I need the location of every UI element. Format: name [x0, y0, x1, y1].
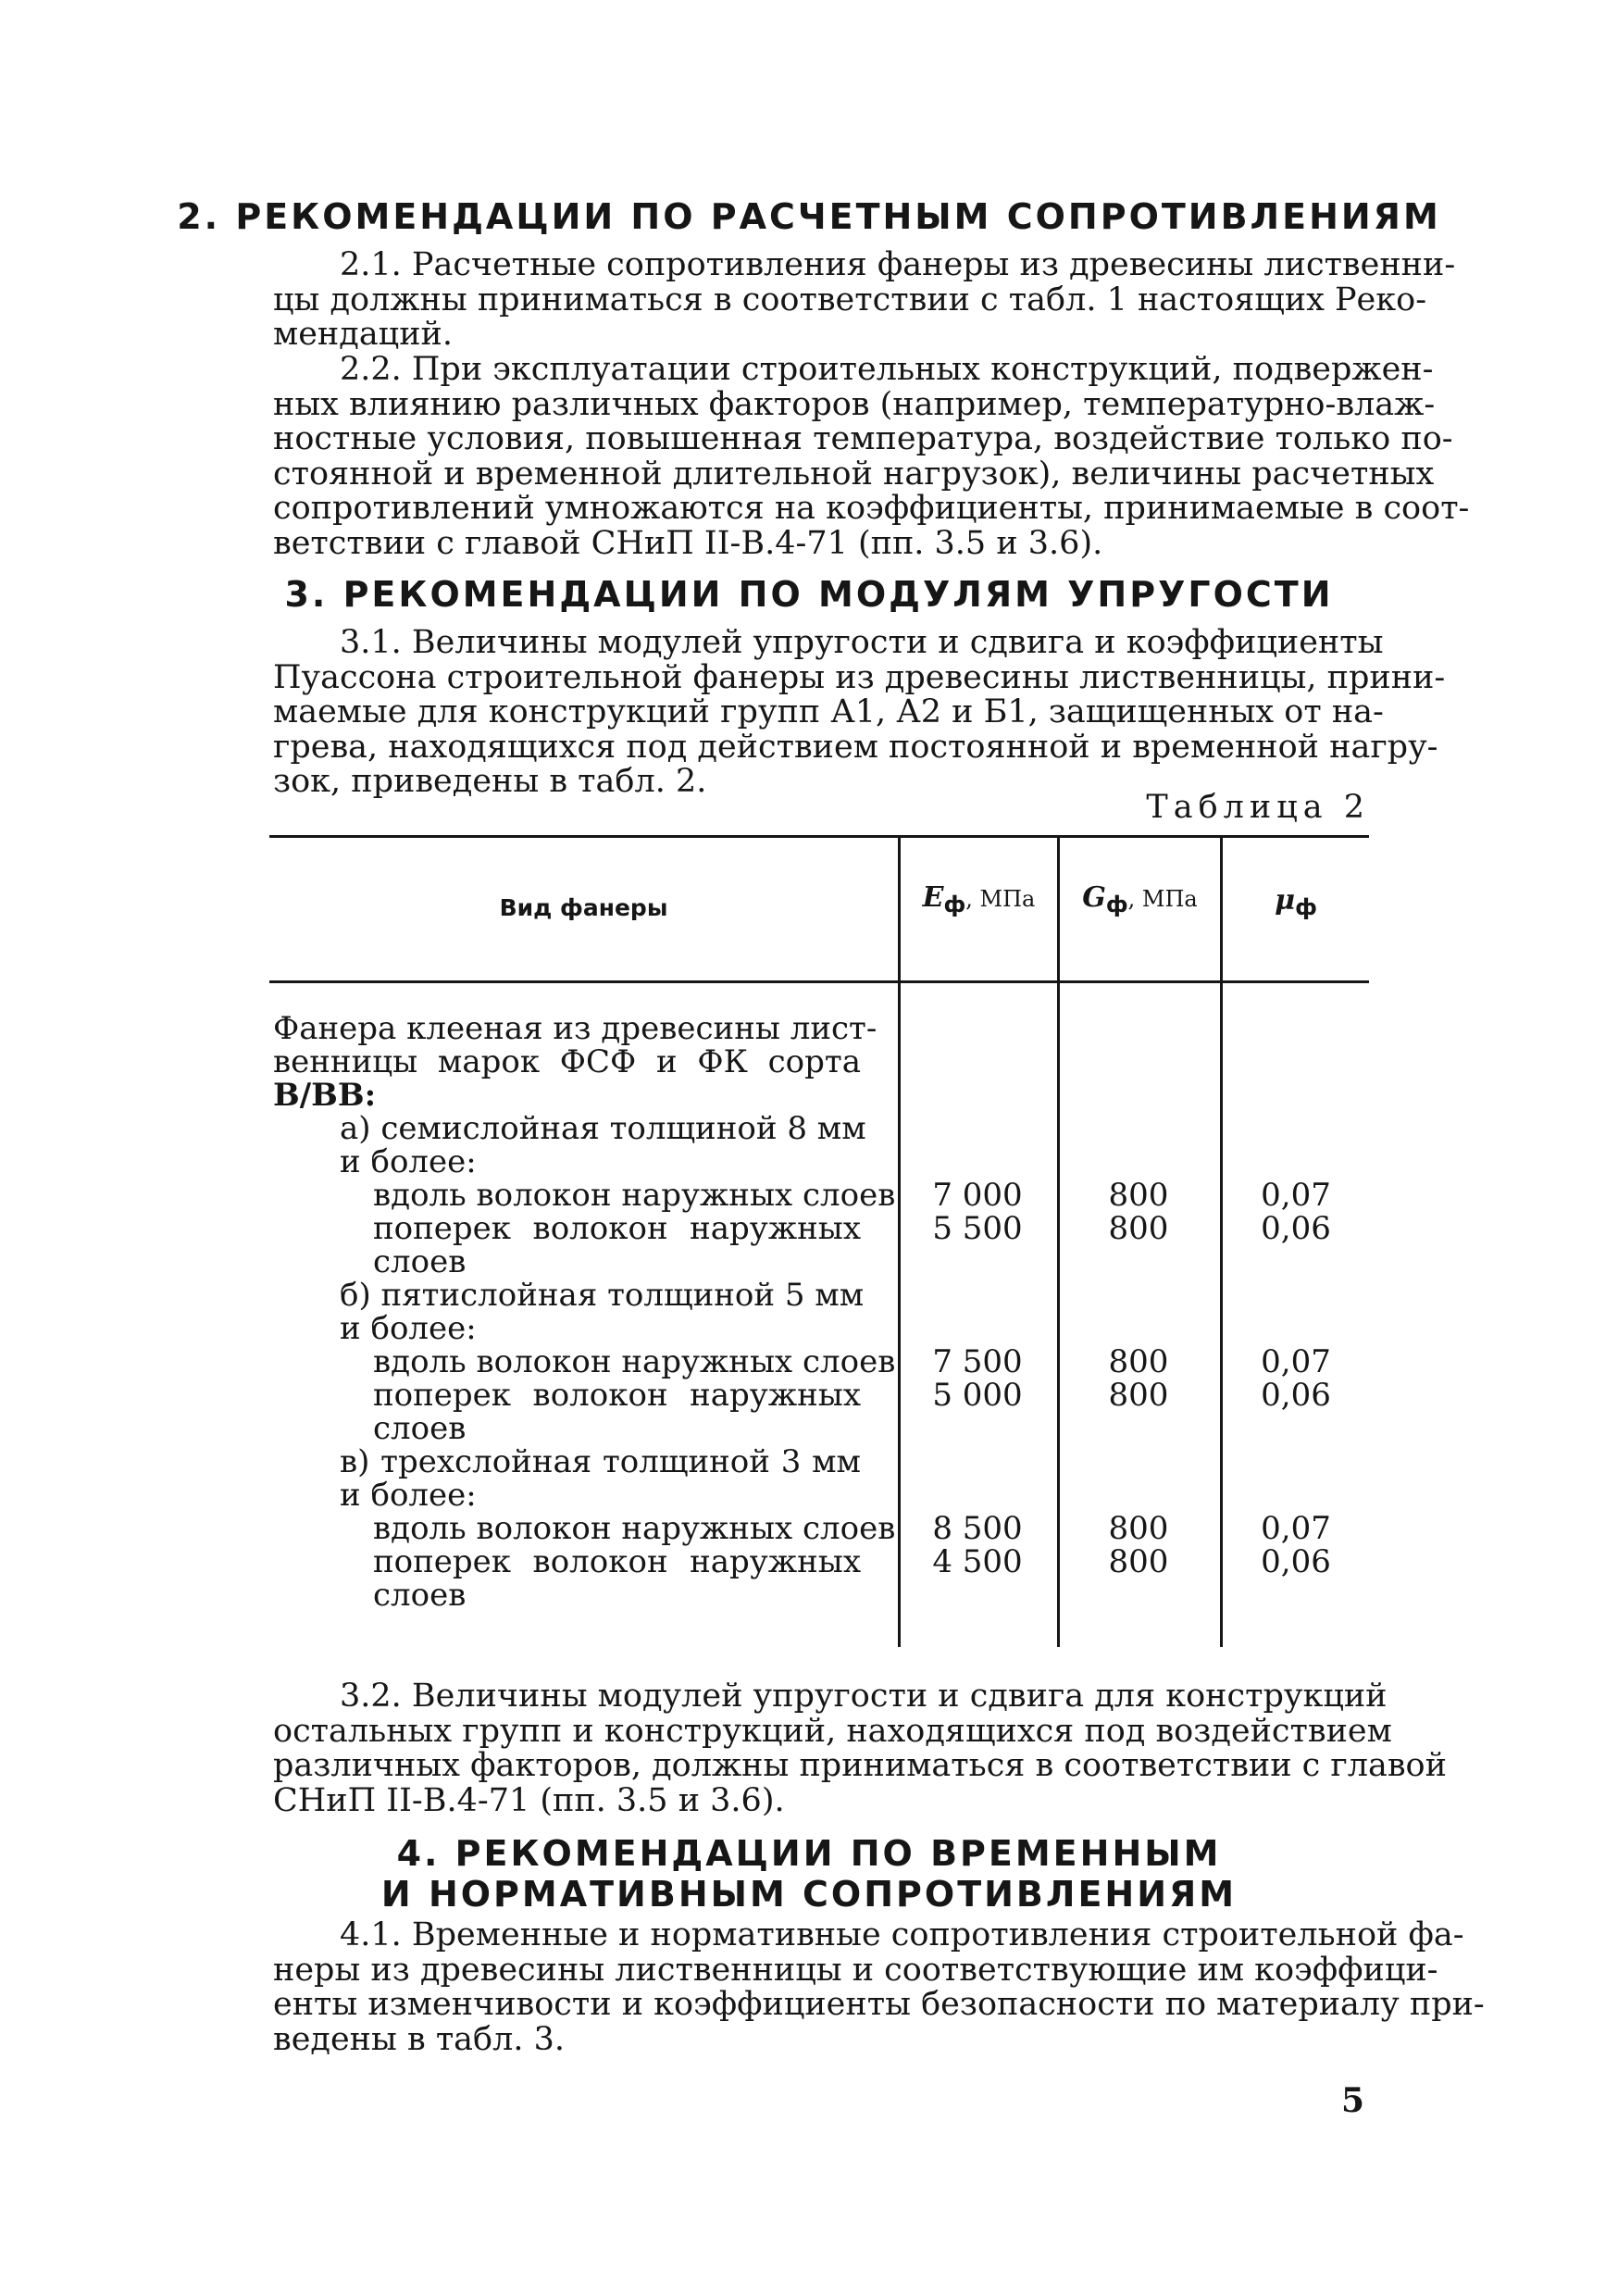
text-line: неры из древесины лиственницы и соответствующие им коэффици- — [273, 1951, 1438, 1989]
table-top-rule — [269, 835, 1369, 838]
table-body-descriptions — [273, 1010, 896, 1614]
paragraph-4-1 — [273, 1916, 1485, 2058]
column-header-e-modulus — [901, 881, 1057, 917]
row-label: вдоль волокон наружных слоев — [373, 1343, 896, 1380]
group-title: и более: — [340, 1477, 477, 1514]
column-header-type: Вид фанеры — [499, 894, 668, 921]
paragraph-2-1 — [273, 246, 1456, 353]
text-line: ных влиянию различных факторов (например, температурно-влаж- — [273, 385, 1436, 423]
cell-mu: 0,07 — [1261, 1343, 1331, 1380]
cell-mu: 0,07 — [1261, 1510, 1331, 1547]
g-subscript: ф — [1105, 892, 1128, 917]
group-title: и более: — [340, 1143, 477, 1180]
table-intro-line: венницы марок ФСФ и ФК сорта — [273, 1043, 861, 1080]
row-label: вдоль волокон наружных слоев — [373, 1510, 896, 1547]
cell-e: 7 500 — [932, 1343, 1023, 1380]
cell-mu: 0,07 — [1261, 1177, 1331, 1214]
cell-e: 4 500 — [932, 1543, 1023, 1580]
cell-mu: 0,06 — [1261, 1543, 1331, 1580]
section-2-heading: 2. РЕКОМЕНДАЦИИ ПО РАСЧЕТНЫМ СОПРОТИВЛЕНИЯМ — [177, 196, 1441, 237]
text-line: различных факторов, должны приниматься в соответствии с главой — [273, 1747, 1447, 1784]
text-line: мендаций. — [273, 316, 453, 353]
text-line: СНиП II-В.4-71 (пп. 3.5 и 3.6). — [273, 1781, 785, 1819]
section-4-heading-line-1: 4. РЕКОМЕНДАЦИИ ПО ВРЕМЕННЫМ — [396, 1833, 1222, 1874]
text-line: 3.1. Величины модулей упругости и сдвига и коэффициенты — [340, 624, 1384, 661]
row-label: поперек волокон наружных — [373, 1377, 861, 1414]
text-line: 2.1. Расчетные сопротивления фанеры из древесины лиственни- — [340, 246, 1456, 283]
table-intro-line: В/ВВ: — [273, 1077, 377, 1114]
cell-mu: 0,06 — [1261, 1210, 1331, 1247]
text-line: 2.2. При эксплуатации строительных конструкций, подвержен- — [340, 351, 1434, 388]
text-line: 4.1. Временные и нормативные сопротивления строительной фа- — [340, 1916, 1464, 1953]
cell-g: 800 — [1108, 1543, 1169, 1580]
page-number: 5 — [1341, 2081, 1365, 2120]
paragraph-3-1 — [273, 624, 1446, 800]
cell-mu: 0,06 — [1261, 1377, 1331, 1414]
text-line: ветствии с главой СНиП II-В.4-71 (пп. 3.5 и 3.6). — [273, 524, 1103, 562]
cell-e: 8 500 — [932, 1510, 1023, 1547]
cell-g: 800 — [1108, 1177, 1169, 1214]
text-line: сопротивлений умножаются на коэффициенты, принимаемые в соот- — [273, 490, 1470, 527]
column-header-g-modulus — [1060, 881, 1220, 917]
cell-g: 800 — [1108, 1510, 1169, 1547]
row-label: вдоль волокон наружных слоев — [373, 1177, 896, 1214]
text-line: Пуассона строительной фанеры из древесины лиственницы, прини- — [273, 658, 1446, 696]
g-symbol: G — [1082, 881, 1106, 914]
e-unit: , МПа — [965, 886, 1036, 912]
text-line: стоянной и временной длительной нагрузок), величины расчетных — [273, 455, 1435, 493]
text-line: ностные условия, повышенная температура, воздействие только по- — [273, 420, 1453, 457]
cell-e: 5 000 — [932, 1377, 1023, 1414]
table-intro-line: Фанера клееная из древесины лист- — [273, 1010, 877, 1047]
paragraph-3-2 — [273, 1678, 1447, 1819]
section-3-heading: 3. РЕКОМЕНДАЦИИ ПО МОДУЛЯМ УПРУГОСТИ — [284, 574, 1334, 615]
cell-e: 7 000 — [932, 1177, 1023, 1214]
group-title: в) трехслойная толщиной 3 мм — [340, 1443, 861, 1480]
group-title: а) семислойная толщиной 8 мм — [340, 1110, 866, 1147]
text-line: ведены в табл. 3. — [273, 2020, 565, 2058]
row-label: слоев — [373, 1577, 467, 1614]
group-title: и более: — [340, 1310, 477, 1347]
text-line: цы должны приниматься в соответствии с табл. 1 настоящих Реко- — [273, 281, 1427, 318]
cell-g: 800 — [1108, 1343, 1169, 1380]
column-header-poisson — [1223, 884, 1369, 920]
table-header-rule — [269, 980, 1369, 983]
table-column-divider — [1057, 835, 1060, 1647]
paragraph-2-2 — [273, 351, 1470, 562]
text-line: енты изменчивости и коэффициенты безопасности по материалу при- — [273, 1986, 1485, 2023]
row-label: слоев — [373, 1410, 467, 1447]
row-label: поперек волокон наружных — [373, 1210, 861, 1247]
cell-g: 800 — [1108, 1377, 1169, 1414]
table-column-divider — [898, 835, 901, 1647]
mu-symbol: μ — [1275, 884, 1296, 917]
cell-e: 5 500 — [932, 1210, 1023, 1247]
group-title: б) пятислойная толщиной 5 мм — [340, 1277, 865, 1314]
mu-subscript: ф — [1295, 894, 1317, 920]
text-line: остальных групп и конструкций, находящихся под воздействием — [273, 1712, 1392, 1750]
cell-g: 800 — [1108, 1210, 1169, 1247]
section-4-heading-line-2: И НОРМАТИВНЫМ СОПРОТИВЛЕНИЯМ — [380, 1874, 1238, 1915]
text-line: грева, находящихся под действием постоянной и временной нагру- — [273, 728, 1438, 766]
text-line: 3.2. Величины модулей упругости и сдвига для конструкций — [340, 1678, 1388, 1715]
row-label: слоев — [373, 1243, 467, 1280]
e-symbol: E — [922, 881, 944, 914]
table-caption: Таблица 2 — [1146, 789, 1370, 826]
e-subscript: ф — [943, 892, 966, 917]
row-label: поперек волокон наружных — [373, 1543, 861, 1580]
text-line: маемые для конструкций групп А1, А2 и Б1, защищенных от на- — [273, 693, 1384, 730]
g-unit: , МПа — [1127, 886, 1198, 912]
text-line: зок, приведены в табл. 2. — [273, 763, 707, 800]
